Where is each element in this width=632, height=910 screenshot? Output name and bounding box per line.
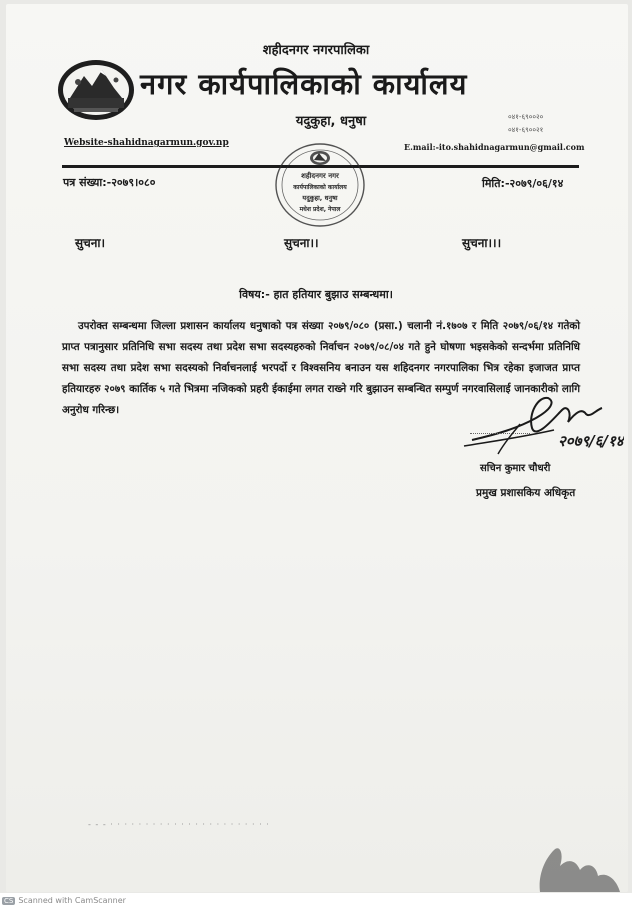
- camscanner-icon: CS: [4, 897, 14, 905]
- scanner-label: Scanned with CamScanner: [18, 896, 126, 905]
- letter-subject: विषय:- हात हतियार बुझाउ सम्बन्धमा।: [239, 288, 393, 301]
- phone-number-2: ०४१-६९००२१: [508, 126, 544, 134]
- office-title: नगर कार्यपालिकाको कार्यालय: [140, 67, 468, 101]
- signatory-name: सचिन कुमार चौधरी: [480, 463, 551, 474]
- stamp-line-3: यदुकुहा, धनुषा: [302, 194, 338, 202]
- signatory-title: प्रमुख प्रशासकिय अधिकृत: [476, 487, 576, 499]
- stamp-line-1: शहीदनगर नगर: [301, 172, 339, 180]
- municipality-name: शहीदनगर नगरपालिका: [262, 43, 370, 58]
- notice-label-2: सुचना।।: [284, 236, 319, 250]
- body-paragraph: उपरोक्त सम्बन्धमा जिल्ला प्रशासन कार्यालय धनुषाको पत्र संख्या २०७९/०८० (प्रसा.) चलानी नं.१७०७ र मिति २०७९/०६/१४ गतेको प्राप्त पत्रानुसार प्रतिनिधि सभा सदस्य तथा प्रदेश सभा सदस्यहरुको निर्वाचन २०७९/०८/०४ गते हुने घोषणा भइसकेको सन्दर्भमा प्रतिनिधि सभा सदस्य तथा प्रदेश सभा सदस्यको निर्वाचनलाई भरपर्दो र विश्वसनिय बनाउन यस शहिदनगर नगरपालिका भित्र रहेका इजाजत प्राप्त हतियारहरु २०७९ कार्तिक ५ गते भित्रमा नजिकको प्रहरी ईकाईमा लगत राख्ने गरि बुझाउन सम्बन्धित सम्पुर्ण नगरवासिलाई जानकारीको लागि अनुरोध गरिन्छ।: [62, 320, 580, 416]
- signature-dotted-line: [470, 433, 530, 434]
- reference-number: पत्र संख्या:-२०७९।०८०: [63, 176, 156, 189]
- email-address[interactable]: E.mail:-ito.shahidnagarmun@gmail.com: [404, 142, 585, 152]
- letter-date: मिति:-२०७९/०६/१४: [482, 177, 564, 190]
- notice-label-1: सुचना।: [75, 236, 106, 250]
- thumb-shadow: [520, 830, 628, 892]
- scanner-watermark: [2, 896, 126, 905]
- signature-date: २०७९/६/१४: [558, 432, 624, 450]
- phone-number-1: ०४१-६९००२०: [508, 113, 544, 121]
- stamp-line-4: मधेश प्रदेश, नेपाल: [299, 206, 341, 213]
- notice-label-3: सुचना।।।: [462, 236, 502, 250]
- office-address: यदुकुहा, धनुषा: [295, 114, 367, 129]
- faded-footer-bleed: - - - · · · · · · · · · · · · · · · · · · · · · · ·: [88, 820, 270, 829]
- office-stamp: [274, 142, 366, 228]
- stamp-line-2: कार्यपालिकाको कार्यालय: [293, 184, 347, 191]
- website-link[interactable]: Website-shahidnagarmun.gov.np: [64, 138, 229, 148]
- handwritten-signature: [458, 388, 624, 464]
